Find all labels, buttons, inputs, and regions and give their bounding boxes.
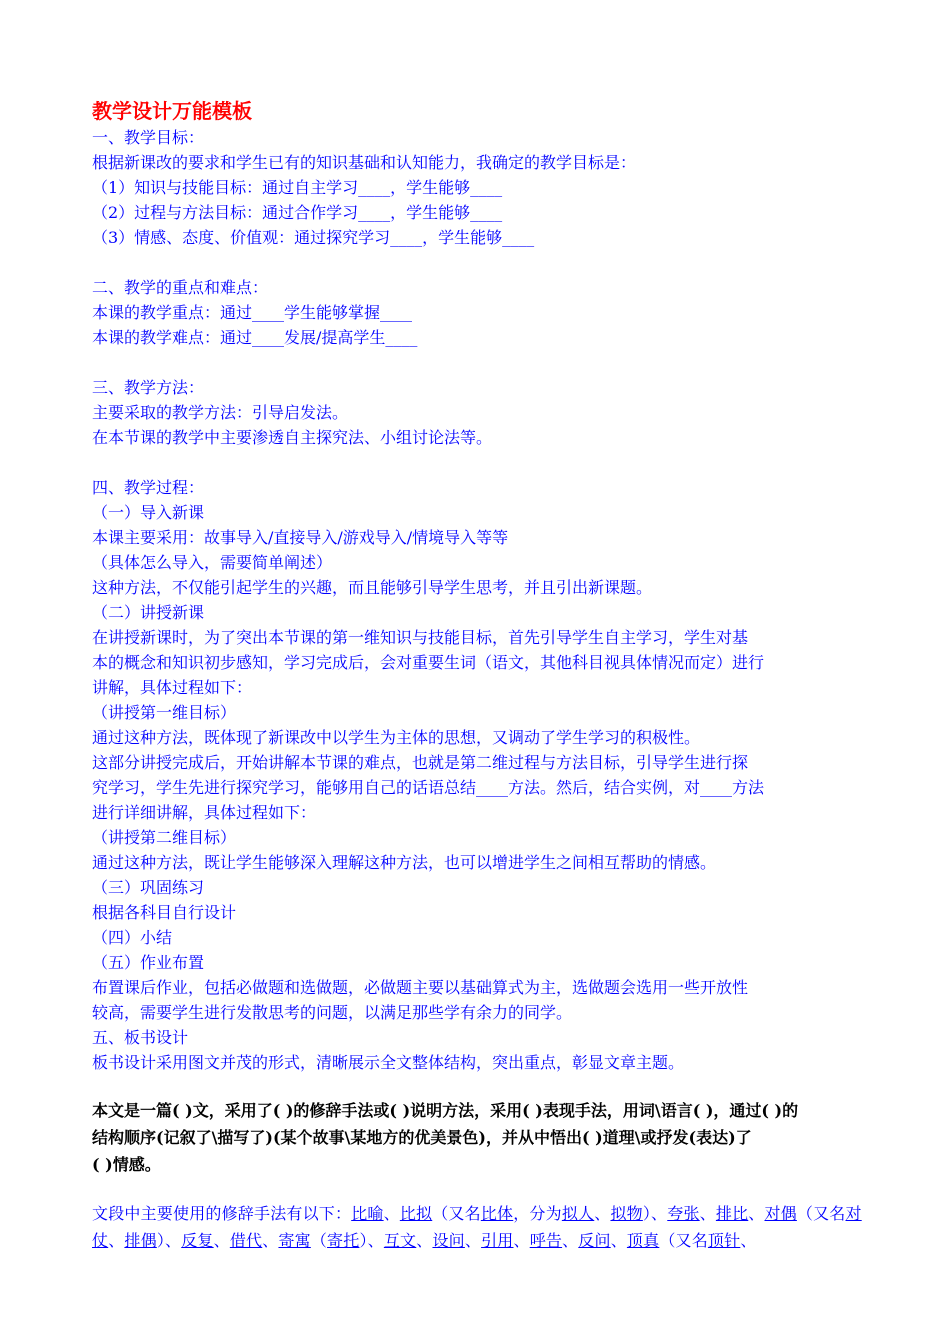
spacer (92, 1075, 864, 1097)
methods-line: 主要采取的教学方法：引导启发法。 (92, 403, 349, 422)
link-apostrophe[interactable]: 呼告 (529, 1231, 563, 1250)
process-line: （四）小结 (92, 928, 173, 947)
objective-item: （1）知识与技能目标：通过自主学习____，学生能够____ (92, 178, 503, 197)
spacer (92, 450, 864, 475)
section-heading-objectives: 一、教学目标： (92, 128, 205, 147)
separator: （又名 (432, 1204, 481, 1223)
process-line: 本课主要采用：故事导入/直接导入/游戏导入/情境导入等等 (92, 528, 509, 547)
template-sentence-line: ( )情感。 (92, 1155, 161, 1174)
link-antithesis[interactable]: 对偶 (764, 1204, 797, 1223)
spacer (92, 250, 864, 275)
link-personification[interactable]: 拟人 (561, 1204, 595, 1223)
process-line: （三）巩固练习 (92, 878, 205, 897)
process-line: 讲解，具体过程如下： (92, 678, 253, 697)
objective-item: （2）过程与方法目标：通过合作学习____，学生能够____ (92, 203, 503, 222)
process-line: （一）导入新课 (92, 503, 205, 522)
separator: 、 (748, 1204, 765, 1223)
link-parallelism[interactable]: 排比 (715, 1204, 749, 1223)
separator: 、 (464, 1231, 482, 1250)
methods-line: 在本节课的教学中主要渗透自主探究法、小组讨论法等。 (92, 428, 493, 447)
process-line: 进行详细讲解，具体过程如下： (92, 803, 317, 822)
process-line: 这种方法，不仅能引起学生的兴趣，而且能够引导学生思考，并且引出新课题。 (92, 578, 653, 597)
link-rhetorical-question[interactable]: 反问 (578, 1231, 611, 1250)
link-huwen[interactable]: 互文 (383, 1231, 417, 1250)
separator: ）、 (359, 1231, 384, 1250)
document-title: 教学设计万能模板 (92, 99, 252, 123)
template-sentence-line: 本文是一篇( )文，采用了( )的修辞手法或( )说明方法，采用( )表现手法，用词\语言( )，通过( )的 (92, 1101, 799, 1120)
link-duizhang[interactable]: 对仗 (92, 1204, 862, 1250)
link-analogy-alias[interactable]: 比体 (480, 1204, 514, 1223)
process-line: （五）作业布置 (92, 953, 205, 972)
separator: 、 (513, 1231, 530, 1250)
board-line: 板书设计采用图文并茂的形式，清晰展示全文整体结构，突出重点，彰显文章主题。 (92, 1053, 685, 1072)
process-line: 本的概念和知识初步感知，学习完成后，会对重要生词（语文，其他科目视具体情况而定）进行 (92, 653, 765, 672)
objective-item: （3）情感、态度、价值观：通过探究学习____，学生能够____ (92, 228, 535, 247)
template-sentence-line: 结构顺序(记叙了\描写了)(某个故事\某地方的优美景色)，并从中悟出( )道理\或抒发(表达)了 (92, 1128, 752, 1147)
process-line: 根据各科目自行设计 (92, 903, 237, 922)
spacer (92, 350, 864, 375)
separator: 、 (594, 1204, 611, 1223)
separator: ）、 (156, 1231, 182, 1250)
process-line: 在讲授新课时，为了突出本节课的第一维知识与技能目标，首先引导学生自主学习，学生对基 (92, 628, 749, 647)
process-line: 通过这种方法，既让学生能够深入理解这种方法，也可以增进学生之间相互帮助的情感。 (92, 853, 717, 872)
section-heading-methods: 三、教学方法： (92, 378, 205, 397)
document-page (92, 97, 864, 1254)
rhetoric-intro: 文段中主要使用的修辞手法有以下： (92, 1204, 352, 1223)
link-dingzhen[interactable]: 顶针 (707, 1231, 741, 1250)
rhetoric-paragraph (92, 1200, 864, 1254)
process-line: （具体怎么导入，需要简单阐述） (92, 553, 333, 572)
link-quotation[interactable]: 引用 (481, 1231, 514, 1250)
link-jituo[interactable]: 寄托 (327, 1231, 360, 1250)
link-metaphor[interactable]: 比喻 (351, 1204, 384, 1223)
link-allegory[interactable]: 寄寓 (278, 1231, 311, 1250)
link-hyperbole[interactable]: 夸张 (667, 1204, 700, 1223)
separator: （又名 (659, 1231, 708, 1250)
link-paiou[interactable]: 排偶 (124, 1231, 157, 1250)
separator: 、 (383, 1204, 400, 1223)
process-line: （讲授第二维目标） (92, 828, 237, 847)
process-line: （讲授第一维目标） (92, 703, 237, 722)
difficulty-line: 本课的教学难点：通过____发展/提高学生____ (92, 328, 418, 347)
process-line: 较高，需要学生进行发散思考的问题，以满足那些学有余力的同学。 (92, 1003, 573, 1022)
process-line: 布置课后作业，包括必做题和选做题，必做题主要以基础算式为主，选做题会选用一些开放性 (92, 978, 749, 997)
separator: 、 (416, 1231, 433, 1250)
separator: 、 (213, 1231, 230, 1250)
link-anadiplosis[interactable]: 顶真 (626, 1231, 660, 1250)
link-objectification[interactable]: 拟物 (610, 1204, 643, 1223)
section-heading-process: 四、教学过程： (92, 478, 205, 497)
section-heading-key-points: 二、教学的重点和难点： (92, 278, 269, 297)
section-heading-board: 五、板书设计 (92, 1028, 189, 1047)
link-hypophora[interactable]: 设问 (432, 1231, 465, 1250)
process-line: 通过这种方法，既体现了新课改中以学生为主体的思想，又调动了学生学习的积极性。 (92, 728, 701, 747)
separator: 、 (699, 1204, 716, 1223)
separator: ，分为 (513, 1204, 562, 1223)
separator: 、 (562, 1231, 579, 1250)
separator: 、 (740, 1231, 757, 1250)
separator: 、 (610, 1231, 627, 1250)
link-analogy[interactable]: 比拟 (399, 1204, 433, 1223)
separator: 、 (108, 1231, 125, 1250)
process-line: 究学习，学生先进行探究学习，能够用自己的话语总结____方法。然后，结合实例，对____方法 (92, 778, 765, 797)
key-point-line: 本课的教学重点：通过____学生能够掌握____ (92, 303, 413, 322)
process-line: （二）讲授新课 (92, 603, 205, 622)
link-metonymy[interactable]: 借代 (229, 1231, 263, 1250)
spacer (92, 1178, 864, 1200)
separator: （又名 (796, 1204, 846, 1223)
objectives-intro: 根据新课改的要求和学生已有的知识基础和认知能力，我确定的教学目标是： (92, 153, 637, 172)
separator: ）、 (642, 1204, 668, 1223)
process-line: 这部分讲授完成后，开始讲解本节课的难点，也就是第二维过程与方法目标，引导学生进行探 (92, 753, 749, 772)
separator: （ (310, 1231, 328, 1250)
separator: 、 (262, 1231, 279, 1250)
link-repetition[interactable]: 反复 (181, 1231, 214, 1250)
